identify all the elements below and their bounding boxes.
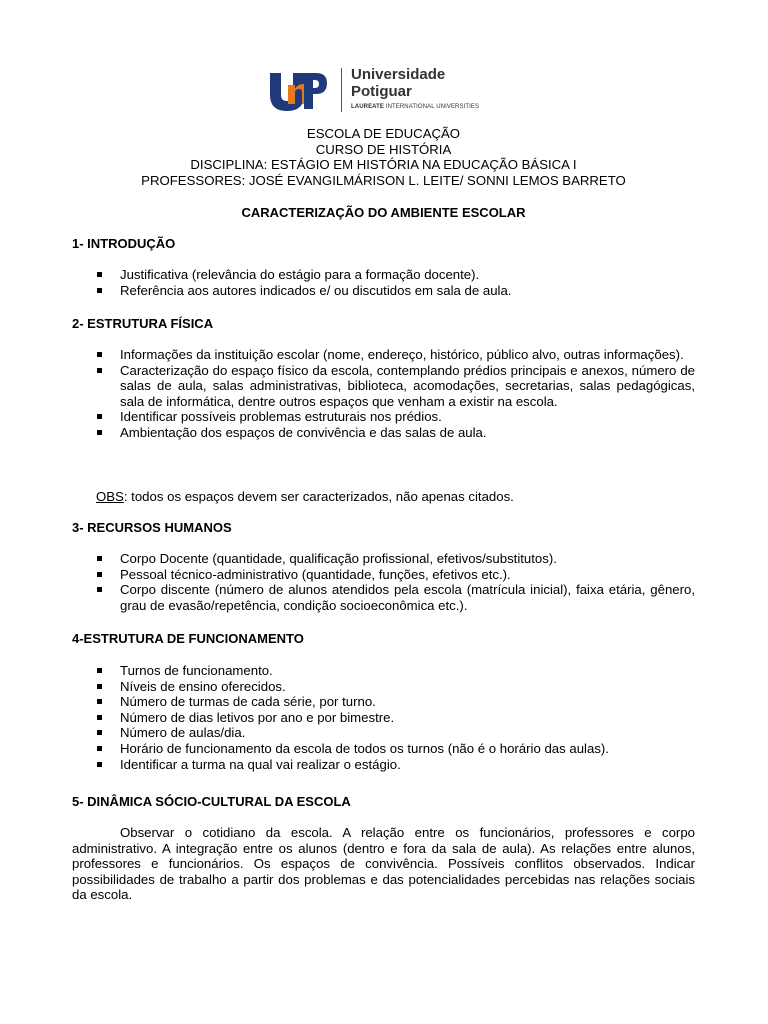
bullet-icon [97,414,102,419]
list-item: Identificar a turma na qual vai realizar o estágio. [72,757,695,773]
section-5-paragraph: Observar o cotidiano da escola. A relação entre os funcionários, professores e corpo administrativo. A integração entre os alunos (dentro e fora da sala de aula). As relações entre alunos, professores e funcionários. Os espaços de convivência. Possíveis conflitos observados. Indicar possibilidades de trabalho a partir dos problemas e das potencialidades percebidas nas relações sociais da escola. [72,825,695,903]
header-school: ESCOLA DE EDUCAÇÃO [306,126,461,141]
bullet-icon [97,762,102,767]
unp-logo-mark [268,71,328,111]
list-item: Referência aos autores indicados e/ ou discutidos em sala de aula. [72,283,695,299]
section-title-introducao: 1- INTRODUÇÃO [72,236,176,251]
logo-name-line1: Universidade [351,66,446,83]
list-item: Corpo discente (número de alunos atendidos pela escola (matrícula inicial), faixa etária, gênero, grau de evasão/repetência, condição socioeconômica etc.). [72,582,695,613]
bullet-icon [97,699,102,704]
bullet-icon [97,730,102,735]
bullet-icon [97,572,102,577]
section-2-list [72,347,695,441]
list-item: Turnos de funcionamento. [72,663,695,679]
bullet-icon [97,272,102,277]
university-logo [268,66,500,116]
section-1-list [72,267,695,298]
list-item: Níveis de ensino oferecidos. [72,679,695,695]
list-item: Número de aulas/dia. [72,725,695,741]
document-header [72,126,695,188]
bullet-icon [97,288,102,293]
bullet-icon [97,668,102,673]
document-title: CARACTERIZAÇÃO DO AMBIENTE ESCOLAR [241,205,526,220]
list-item: Número de turmas de cada série, por turno. [72,694,695,710]
list-item: Horário de funcionamento da escola de todos os turnos (não é o horário das aulas). [72,741,695,757]
bullet-icon [97,587,102,592]
header-discipline: DISCIPLINA: ESTÁGIO EM HISTÓRIA NA EDUCAÇÃO BÁSICA I [190,157,577,172]
section-title-estrutura-funcionamento: 4-ESTRUTURA DE FUNCIONAMENTO [72,631,304,646]
list-item: Justificativa (relevância do estágio para a formação docente). [72,267,695,283]
bullet-icon [97,556,102,561]
header-course: CURSO DE HISTÓRIA [315,141,452,157]
bullet-icon [97,368,102,373]
section-title-estrutura-fisica: 2- ESTRUTURA FÍSICA [72,316,214,331]
list-item: Identificar possíveis problemas estruturais nos prédios. [72,409,695,425]
bullet-icon [97,684,102,689]
bullet-icon [97,715,102,720]
list-item: Caracterização do espaço físico da escola, contemplando prédios principais e anexos, número de salas de aula, salas administrativas, biblioteca, acomodações, secretarias, salas pedagógicas, sala de informática, dentre outros espaços que venham a existir na escola. [72,363,695,410]
header-professors: PROFESSORES: JOSÉ EVANGILMÁRISON L. LEITE/ SONNI LEMOS BARRETO [141,172,626,188]
bullet-icon [97,430,102,435]
list-item: Corpo Docente (quantidade, qualificação profissional, efetivos/substitutos). [72,551,695,567]
section-4-list [72,663,695,772]
list-item: Pessoal técnico-administrativo (quantidade, funções, efetivos etc.). [72,567,695,583]
section-title-dinamica-socio-cultural: 5- DINÂMICA SÓCIO-CULTURAL DA ESCOLA [72,794,351,809]
list-item: Número de dias letivos por ano e por bimestre. [72,710,695,726]
bullet-icon [97,352,102,357]
obs-label: OBS [96,489,124,504]
bullet-icon [97,746,102,751]
list-item: Informações da instituição escolar (nome, endereço, histórico, público alvo, outras informações). [72,347,695,363]
obs-note [96,489,514,505]
logo-name-line2: Potiguar [351,83,412,100]
logo-divider [341,68,342,112]
obs-text: : todos os espaços devem ser caracterizados, não apenas citados. [123,489,514,504]
logo-tagline: LAUREATE INTERNATIONAL UNIVERSITIES [351,104,480,110]
section-title-recursos-humanos: 3- RECURSOS HUMANOS [72,520,232,535]
section-3-list [72,551,695,613]
list-item: Ambientação dos espaços de convivência e das salas de aula. [72,425,695,441]
